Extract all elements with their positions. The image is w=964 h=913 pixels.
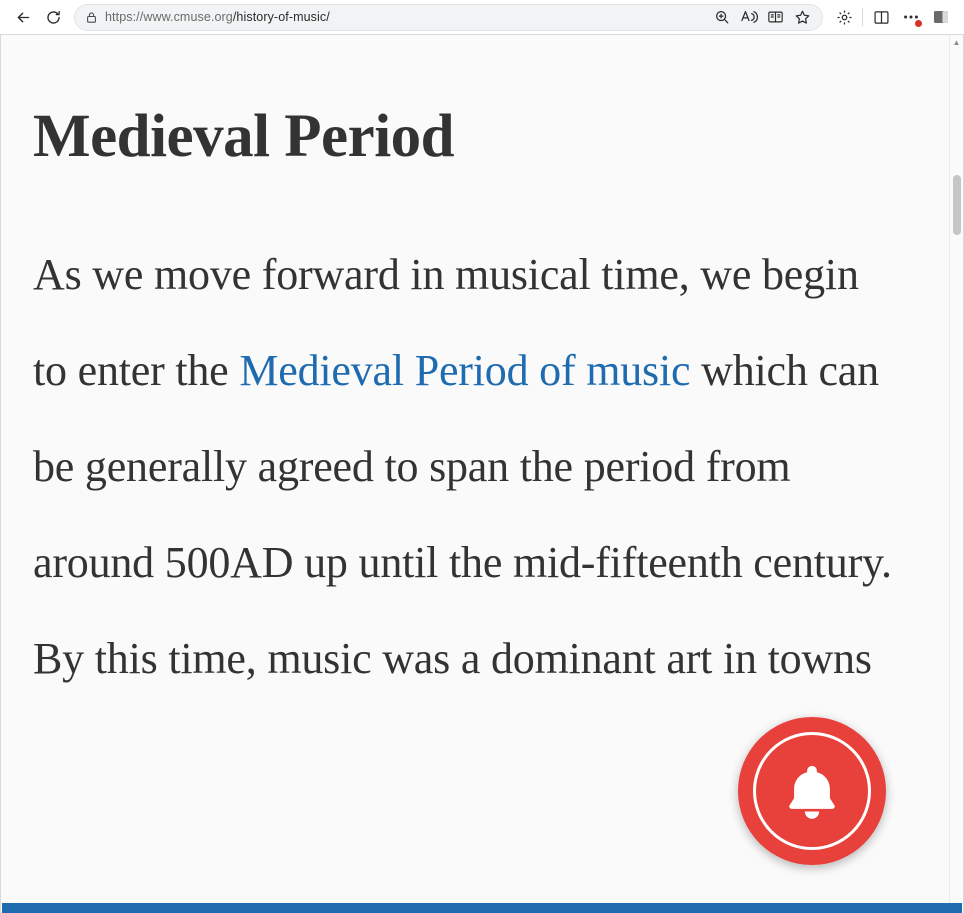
favorite-star-icon[interactable] <box>789 5 816 30</box>
back-button[interactable] <box>8 3 38 31</box>
notification-bell-button[interactable] <box>738 717 886 865</box>
page-bottom-strip <box>2 903 962 913</box>
settings-and-more-icon[interactable] <box>896 3 926 31</box>
toolbar-divider <box>862 8 863 26</box>
url-host: https://www.cmuse.org <box>105 10 233 24</box>
medieval-period-link[interactable]: Medieval Period of music <box>239 346 691 396</box>
url-path: /history-of-music/ <box>232 10 330 24</box>
url-text[interactable] <box>105 10 708 24</box>
refresh-button[interactable] <box>38 3 68 31</box>
article-paragraph <box>33 227 899 707</box>
scrollbar-thumb[interactable] <box>953 175 961 235</box>
bell-ring-decoration <box>753 732 871 850</box>
profile-icon[interactable] <box>926 3 956 31</box>
page-scrollbar[interactable] <box>949 35 963 913</box>
scroll-up-arrow[interactable]: ▲ <box>952 37 961 47</box>
address-bar[interactable] <box>74 4 823 31</box>
zoom-icon[interactable] <box>708 5 735 30</box>
browser-essentials-icon[interactable] <box>829 3 859 31</box>
address-bar-actions <box>708 5 816 30</box>
page-viewport <box>0 34 964 913</box>
browser-toolbar <box>0 0 964 34</box>
paragraph-text-before-link: As we move forward in musical time, we begin to enter the <box>33 250 859 396</box>
read-aloud-icon[interactable] <box>735 5 762 30</box>
settings-badge <box>914 19 923 28</box>
paragraph-text-after-link: which can be generally agreed to span the period from around 500AD up until the mid-fifteenth century. By this time, music was a dominant art in towns <box>33 346 892 684</box>
immersive-reader-icon[interactable] <box>762 5 789 30</box>
lock-icon <box>85 11 98 24</box>
split-screen-icon[interactable] <box>866 3 896 31</box>
bell-icon <box>781 760 843 822</box>
page-title: Medieval Period <box>33 103 455 170</box>
